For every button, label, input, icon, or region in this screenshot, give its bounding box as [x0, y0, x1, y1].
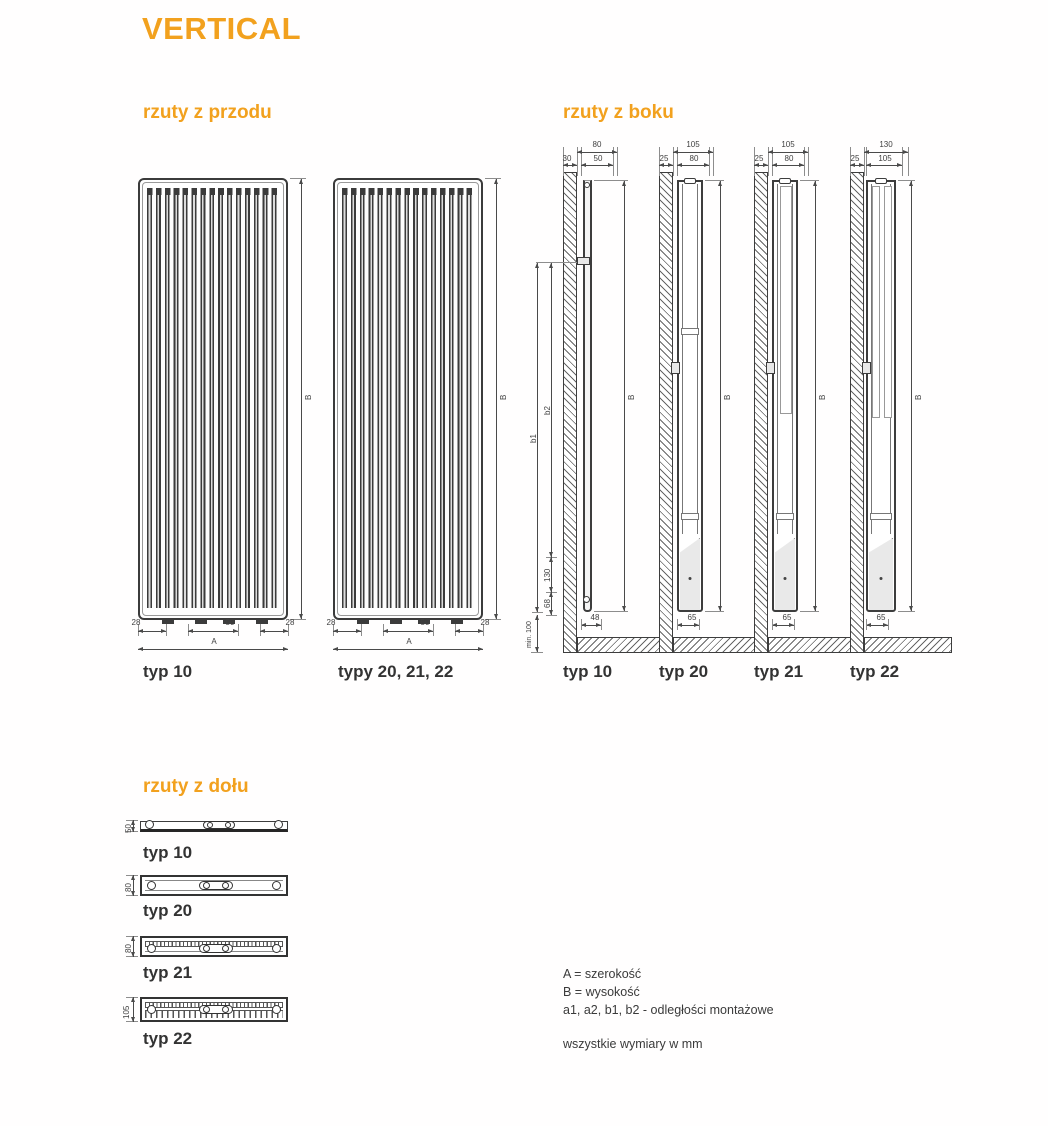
pipe-connection [274, 820, 283, 829]
inner-line [777, 184, 778, 534]
view-label-typ21: typ 21 [754, 662, 804, 681]
dim-line-total [673, 152, 713, 153]
air-vent-detail [584, 182, 590, 188]
pipe-connection [272, 881, 281, 890]
inner-line [792, 184, 793, 534]
legend-height: B = wysokość [563, 985, 640, 999]
extension-line [677, 619, 678, 630]
fin-caps [342, 188, 474, 195]
dim-label-130: 130 [543, 568, 552, 582]
dim-line-panel [677, 165, 709, 166]
dim-label-panel: 50 [593, 154, 603, 163]
front-drawing-typ10 [138, 178, 288, 620]
dim-line-wall [850, 165, 864, 166]
center-connection-slot [199, 881, 233, 890]
dim-label-total: 105 [686, 140, 700, 149]
dim-label-28: 28 [326, 618, 336, 627]
inner-line [682, 184, 683, 534]
dim-label-min100: min. 100 [526, 621, 533, 648]
screw-detail [689, 577, 692, 580]
extension-line [898, 611, 915, 612]
side-profile-typ20 [677, 180, 703, 612]
extension-line [888, 619, 889, 630]
pipe-connection [147, 881, 156, 890]
floor-section [577, 637, 665, 653]
air-vent-detail [684, 178, 696, 184]
dim-label-b1: b1 [529, 434, 538, 443]
dim-label-wall: 25 [754, 154, 764, 163]
dim-line-bottom [866, 625, 888, 626]
dim-line-wall [563, 165, 577, 166]
mounting-bracket [862, 362, 871, 374]
air-vent-detail [779, 178, 791, 184]
dim-label-A: A [406, 637, 412, 646]
extension-line [531, 652, 543, 653]
wall-section [659, 172, 673, 653]
dim-line-height [815, 181, 816, 611]
dim-label-panel: 105 [878, 154, 892, 163]
dim-line-height [911, 181, 912, 611]
radiator-fins [342, 195, 474, 608]
radiator-fins [147, 195, 279, 608]
dim-label-total: 105 [781, 140, 795, 149]
legend-units: wszystkie wymiary w mm [563, 1037, 703, 1051]
section-heading-side: rzuty z boku [563, 102, 674, 123]
bottom-drawing-typ22 [140, 997, 288, 1022]
dim-label-wall: 25 [850, 154, 860, 163]
inner-line [697, 184, 698, 534]
dim-line-depth [133, 875, 134, 896]
foot-tab [390, 619, 402, 624]
view-label-typ22: typ 22 [143, 1029, 193, 1048]
legend-width: A = szerokość [563, 967, 642, 981]
mounting-bracket [766, 362, 775, 374]
dim-label-65: 65 [782, 613, 792, 622]
extension-line [794, 619, 795, 630]
dim-label-panel: 80 [689, 154, 699, 163]
dim-line-height [496, 179, 497, 619]
floor-section [673, 637, 761, 653]
dim-label-total: 80 [592, 140, 602, 149]
dim-line [333, 631, 361, 632]
dim-label-depth: 80 [124, 883, 133, 892]
connector-strap [681, 513, 699, 520]
dim-label-28: 28 [285, 618, 295, 627]
pipe-connection [272, 944, 281, 953]
dim-line-width [138, 649, 288, 650]
extension-line [594, 611, 628, 612]
dim-line-total [768, 152, 808, 153]
extension-line [908, 147, 909, 176]
pipe-connection [222, 882, 229, 889]
dim-label-B: B [627, 394, 636, 400]
extension-line [772, 619, 773, 630]
pipe-connection [145, 820, 154, 829]
foot-tab [357, 619, 369, 624]
inner-line [145, 890, 283, 891]
view-label-typ10: typ 10 [563, 662, 613, 681]
dim-line-panel [866, 165, 902, 166]
dim-line [138, 631, 166, 632]
pipe-connection [147, 1005, 156, 1014]
wall-section [754, 172, 768, 653]
dim-line-min100 [537, 615, 538, 652]
view-label-typ20: typ 20 [143, 901, 193, 920]
connector-strap [870, 513, 892, 520]
pipe-connection [222, 945, 229, 952]
dim-line-panel [581, 165, 613, 166]
extension-line [532, 612, 543, 613]
dim-label-28: 28 [131, 618, 141, 627]
foot-tab [195, 619, 207, 624]
legend-mounting: a1, a2, b1, b2 - odległości montażowe [563, 1003, 774, 1017]
inner-fin-channel [780, 186, 792, 414]
extension-line [546, 615, 557, 616]
extension-line [866, 619, 867, 630]
floor-section [864, 637, 952, 653]
dim-line-total [864, 152, 908, 153]
dim-label-depth: 80 [124, 944, 133, 953]
mounting-bracket [577, 257, 590, 265]
foot-tab [256, 619, 268, 624]
bottom-grille-cover [869, 538, 893, 610]
dim-label-65: 65 [687, 613, 697, 622]
dim-label-A: A [211, 637, 217, 646]
dim-line [260, 631, 288, 632]
bottom-grille-cover [680, 538, 700, 610]
extension-line [705, 611, 724, 612]
extension-line [601, 619, 602, 630]
floor-section [768, 637, 856, 653]
dim-label-wall: 25 [659, 154, 669, 163]
extension-line [536, 262, 577, 263]
dim-label-50: 50 [420, 618, 430, 627]
fin-caps [147, 188, 279, 195]
dim-label-B: B [499, 394, 508, 400]
dim-label-B: B [304, 394, 313, 400]
center-connection-slot [199, 1005, 233, 1014]
extension-line [800, 611, 819, 612]
bottom-drawing-typ10 [140, 821, 288, 832]
bottom-grille-cover [775, 538, 795, 610]
dim-label-48: 48 [590, 613, 600, 622]
extension-line [485, 178, 501, 179]
dim-label-50: 50 [225, 618, 235, 627]
connector-strap [681, 328, 699, 335]
view-label-typ21: typ 21 [143, 963, 193, 982]
dim-line-height [301, 179, 302, 619]
extension-line [581, 619, 582, 630]
pipe-connection [203, 882, 210, 889]
wall-section [563, 172, 577, 653]
dim-label-depth: 105 [122, 1005, 131, 1019]
view-label-typ22: typ 22 [850, 662, 900, 681]
foot-tab [162, 619, 174, 624]
dim-label-panel: 80 [784, 154, 794, 163]
extension-line [617, 147, 618, 176]
center-connection-slot [203, 821, 235, 829]
front-drawing-typ20-21-22 [333, 178, 483, 620]
extension-line [238, 624, 239, 636]
bottom-drawing-typ21 [140, 936, 288, 957]
dim-line-height [624, 181, 625, 611]
page-title: VERTICAL [142, 11, 301, 46]
dim-line-wall [754, 165, 768, 166]
extension-line [361, 624, 362, 636]
pipe-connection [147, 944, 156, 953]
pipe-connection [207, 822, 213, 828]
dim-line-height [720, 181, 721, 611]
dim-label-B: B [818, 394, 827, 400]
center-connection-slot [199, 944, 233, 953]
mounting-bracket [671, 362, 680, 374]
screw-detail [784, 577, 787, 580]
air-vent-detail [875, 178, 887, 184]
pipe-connection [203, 945, 210, 952]
dim-line-total [577, 152, 617, 153]
dim-line [383, 631, 433, 632]
extension-line [290, 178, 306, 179]
dim-label-b2: b2 [543, 406, 552, 415]
dim-line-depth [133, 936, 134, 957]
dim-line [455, 631, 483, 632]
pipe-connection [203, 1006, 210, 1013]
section-heading-bottom: rzuty z dołu [143, 776, 249, 797]
side-profile-typ21 [772, 180, 798, 612]
dim-line-bottom [677, 625, 699, 626]
connector-strap [776, 513, 794, 520]
dim-label-B: B [723, 394, 732, 400]
view-label-typ20-21-22: typy 20, 21, 22 [338, 662, 454, 681]
dim-label-68: 68 [543, 599, 552, 608]
dim-label-28: 28 [480, 618, 490, 627]
dim-label-depth: 50 [124, 824, 133, 833]
dim-line-bottom [581, 625, 601, 626]
screw-detail [880, 577, 883, 580]
dim-line-depth [133, 820, 134, 832]
dim-line [188, 631, 238, 632]
dim-line-wall [659, 165, 673, 166]
dim-line-width [333, 649, 483, 650]
view-label-typ10: typ 10 [143, 662, 193, 681]
dim-label-65: 65 [876, 613, 886, 622]
extension-line [433, 624, 434, 636]
extension-line [713, 147, 714, 176]
extension-line [166, 624, 167, 636]
inner-fin-channel [884, 186, 892, 418]
pipe-detail [583, 596, 590, 603]
section-heading-front: rzuty z przodu [143, 102, 272, 123]
foot-tab [451, 619, 463, 624]
wall-section [850, 172, 864, 653]
pipe-connection [225, 822, 231, 828]
pipe-connection [272, 1005, 281, 1014]
view-label-typ20: typ 20 [659, 662, 709, 681]
dim-line-depth [133, 997, 134, 1022]
side-profile-typ22 [866, 180, 896, 612]
dim-label-B: B [914, 394, 923, 400]
view-label-typ10: typ 10 [143, 843, 193, 862]
dim-line-bottom [772, 625, 794, 626]
extension-line [699, 619, 700, 630]
bottom-drawing-typ20 [140, 875, 288, 896]
pipe-connection [222, 1006, 229, 1013]
side-profile-typ10 [583, 180, 592, 612]
dim-label-total: 130 [879, 140, 893, 149]
extension-line [808, 147, 809, 176]
inner-fin-channel [872, 186, 880, 418]
dim-label-wall: 30 [562, 154, 572, 163]
dim-line-panel [772, 165, 804, 166]
